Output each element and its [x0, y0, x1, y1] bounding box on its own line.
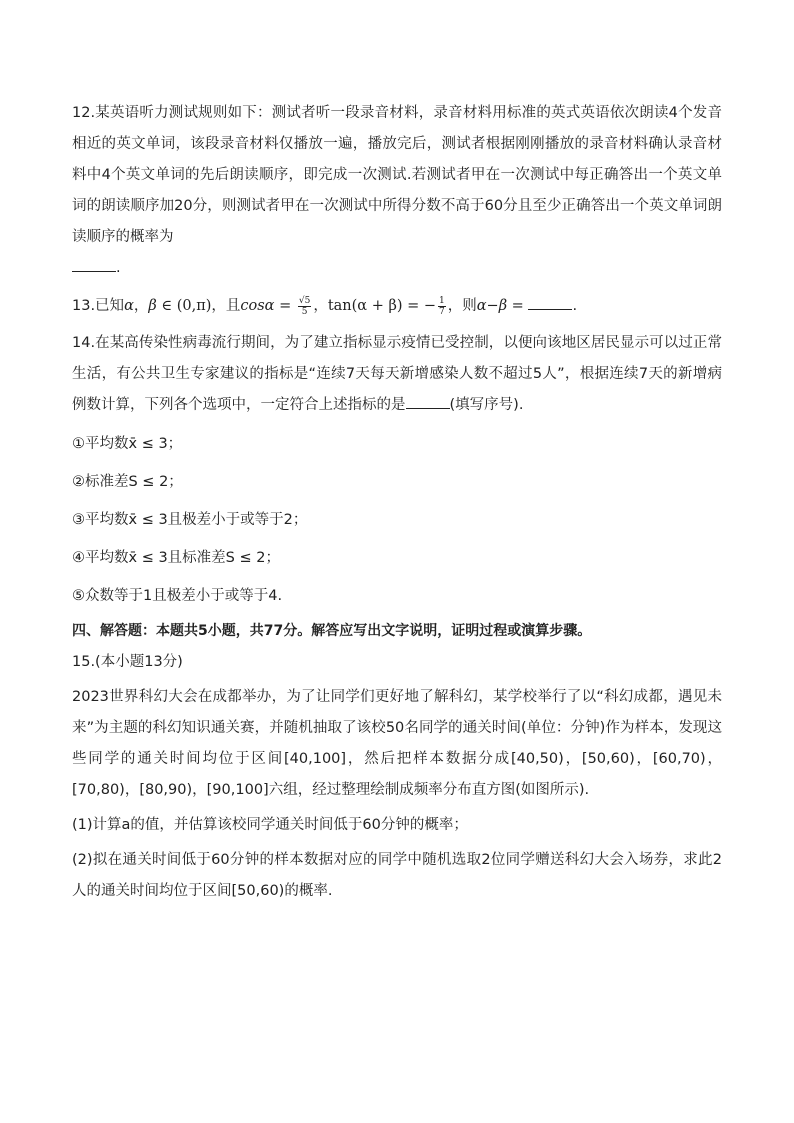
question-14-text: 14.在某高传染性病毒流行期间，为了建立指标显示疫情已受控制，以便向该地区居民显示可以过正常生活，有公共卫生专家建议的指标是“连续7天每天新增感染人数不超过5人”，根据连续7天的新增病例数计算，下列各个选项中，一定符合上述指标的是: [72, 335, 722, 413]
math-expression: α−β: [476, 298, 508, 314]
option-4: ④平均数x̄ ≤ 3且标准差S ≤ 2；: [72, 550, 280, 566]
math-cos: cosα: [240, 298, 275, 314]
option-5: ⑤众数等于1且极差小于或等于4.: [72, 588, 283, 604]
question-13-then: ，则: [447, 298, 477, 314]
question-14-options: [72, 425, 722, 615]
fraction-denominator: 7: [439, 306, 445, 317]
question-13-end: .: [572, 298, 578, 314]
question-15-text: 2023世界科幻大会在成都举办，为了让同学们更好地了解科幻，某学校举行了以“科幻成都，遇见未来”为主题的科幻知识通关赛，并随机抽取了该校50名同学的通关时间(单位：分钟)作为样本，发现这些同学的通关时间均位于区间[40,100]，然后把样本数据分成[40,50)，[50,60)，[60,70)，[70,80)，[80,90)，[90,100]六组，经过整理绘制成频率分布直方图(如图所示).: [72, 689, 722, 798]
fraction-sqrt5-over-5: [298, 296, 311, 317]
option-3: ③平均数x̄ ≤ 3且极差小于或等于2；: [72, 512, 308, 528]
question-15-sub2: (2)拟在通关时间低于60分钟的样本数据对应的同学中随机选取2位同学赠送科幻大会入场券，求此2人的通关时间均位于区间[50,60)的概率.: [72, 852, 722, 899]
answer-blank-13: [528, 297, 572, 310]
question-12-end: .: [116, 260, 121, 276]
fraction-numerator: 1: [439, 295, 445, 306]
question-13-lead: 13.已知: [72, 298, 125, 314]
question-12: [72, 98, 722, 284]
math-beta: β: [148, 298, 157, 314]
question-14: [72, 328, 722, 421]
fraction-denominator: 5: [301, 306, 308, 317]
question-13-cond: ，且: [211, 298, 241, 314]
math-interval: ∈ (0,π): [156, 298, 212, 314]
math-eq: =: [274, 298, 296, 314]
question-13-sep: ，: [133, 298, 149, 314]
option-1: ①平均数x̄ ≤ 3；: [72, 436, 183, 452]
question-15-number: 15.(本小题13分): [72, 654, 183, 670]
section-heading: 四、解答题：本题共5小题，共77分。解答应写出文字说明，证明过程或演算步骤。: [72, 623, 592, 639]
option-2: ②标准差S ≤ 2；: [72, 474, 183, 490]
question-13: [72, 288, 722, 324]
math-eq: =: [507, 298, 529, 314]
answer-blank-12: [72, 259, 116, 272]
question-12-text: 12.某英语听力测试规则如下：测试者听一段录音材料，录音材料用标准的英式英语依次朗读4个发音相近的英文单词，该段录音材料仅播放一遍，播放完后，测试者根据刚刚播放的录音材料确认录音材料中4个英文单词的先后朗读顺序，即完成一次测试.若测试者甲在一次测试中每正确答出一个英文单词的朗读顺序加20分，则测试者甲在一次测试中所得分数不高于60分且至少正确答出一个英文单词朗读顺序的概率为: [72, 105, 722, 245]
question-14-tail: (填写序号).: [449, 397, 524, 413]
question-15-sub1: (1)计算a的值，并估算该校同学通关时间低于60分钟的概率；: [72, 817, 468, 833]
answer-blank-14: [406, 396, 450, 409]
fraction-numerator: √5: [298, 295, 311, 306]
document-content: [72, 98, 722, 911]
fraction-1-over-7: [438, 296, 446, 317]
math-alpha: α: [124, 298, 134, 314]
math-tan: ，tan(α + β) = −: [313, 298, 437, 314]
